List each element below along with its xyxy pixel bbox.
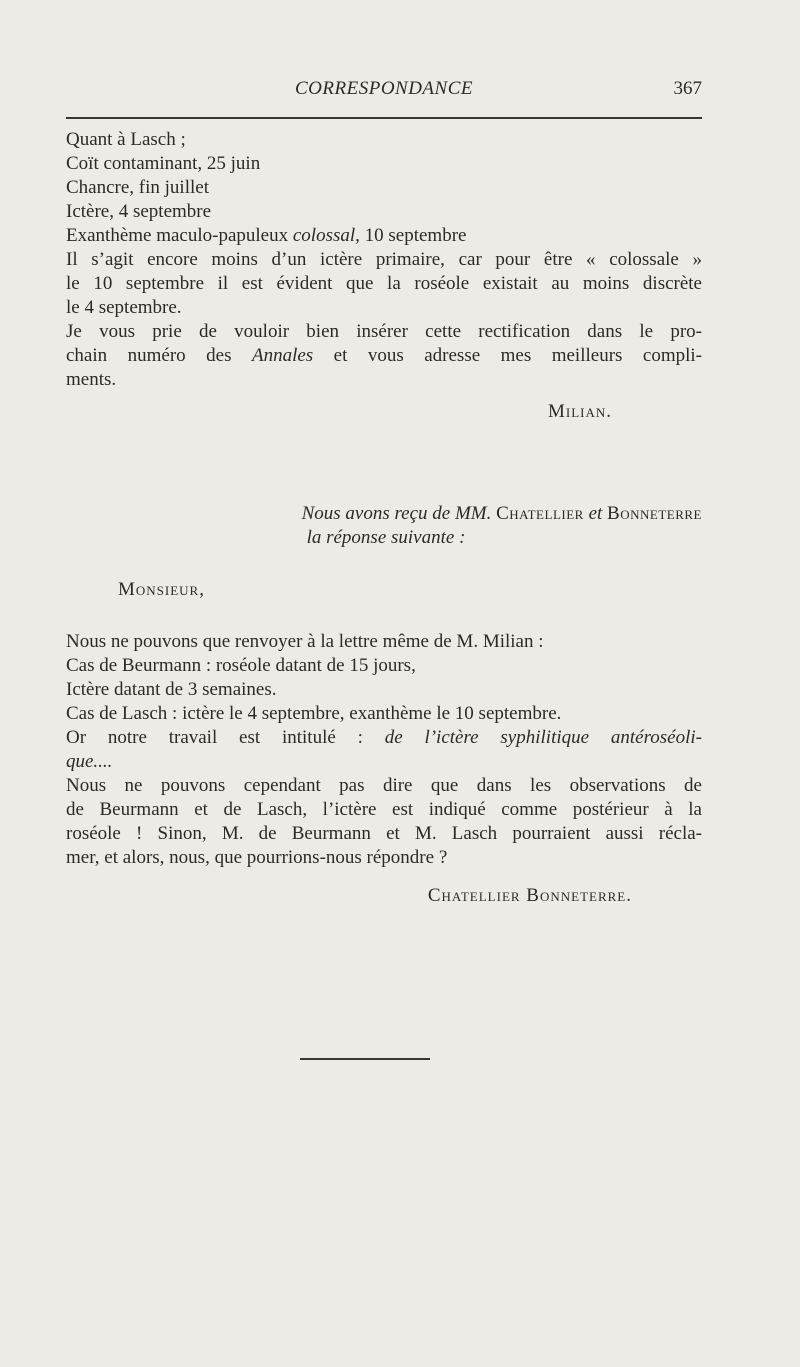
paragraph-line: roséole ! Sinon, M. de Beurmann et M. Lasch pourraient aussi récla- [66,823,702,844]
reply-line: Cas de Beurmann : roséole datant de 15 jours, [66,655,416,676]
text-segment: Exanthème maculo-papuleux [66,225,293,246]
italic-segment: Nous avons reçu de MM. [301,503,497,524]
italic-segment: Annales [251,345,314,366]
author-name: Chatellier [496,503,584,524]
case-line-exanthem [66,224,702,248]
text-segment: chain numéro des [66,345,252,366]
closing-rule [300,1058,430,1060]
reply-line-title [66,726,702,750]
paragraph-line: de Beurmann et de Lasch, l’ictère est indiqué comme postérieur à la [66,799,702,820]
signature-milian: Milian. [547,401,612,422]
case-line: Quant à Lasch ; [66,129,186,150]
salutation: Monsieur, [118,579,205,600]
author-name: Bonneterre [607,503,702,524]
running-head [66,78,702,108]
reply-line: Cas de Lasch : ictère le 4 septembre, exanthème le 10 septembre. [66,703,562,724]
reply-intro [66,502,702,550]
paragraph-line: Nous ne pouvons cependant pas dire que dans les observations de [66,775,702,796]
paragraph-line: le 10 septembre il est évident que la roséole existait au moins discrète [66,273,702,294]
text-segment: 10 septembre [359,225,467,246]
paragraph-line [66,344,702,368]
text-segment: Or notre travail est intitulé : [66,727,385,748]
italic-segment: colossal, [292,225,360,246]
case-line: Ictère, 4 septembre [66,201,212,222]
letter-milian [66,128,702,424]
letter-reply [66,578,702,602]
paragraph-line: mer, et alors, nous, que pourrions-nous répondre ? [66,847,448,868]
intro-line: la réponse suivante : [306,527,466,548]
paragraph-line: ments. [66,369,117,390]
paragraph-line: Je vous prie de vouloir bien insérer cette rectification dans le pro- [66,321,702,342]
letter-reply-body [66,630,702,908]
reply-line: Ictère datant de 3 semaines. [66,679,277,700]
running-title: CORRESPONDANCE [295,78,473,99]
reply-line-title-end: que.... [66,751,113,772]
signature-chatellier-bonneterre: Chatellier Bonneterre. [427,885,632,906]
reply-line: Nous ne pouvons que renvoyer à la lettre même de M. Milian : [66,631,544,652]
paragraph-line: Il s’agit encore moins d’un ictère primaire, car pour être « colossale » [66,249,702,270]
paragraph-line: le 4 septembre. [66,297,182,318]
header-rule [66,117,702,119]
intro-line [66,502,702,526]
case-line: Coït contaminant, 25 juin [66,153,261,174]
page-number: 367 [673,78,702,99]
case-line: Chancre, fin juillet [66,177,209,198]
italic-segment: et [583,503,608,524]
italic-segment: de l’ictère syphilitique antéroséoli- [384,727,702,748]
text-segment: et vous adresse mes meilleurs compli- [313,345,702,366]
